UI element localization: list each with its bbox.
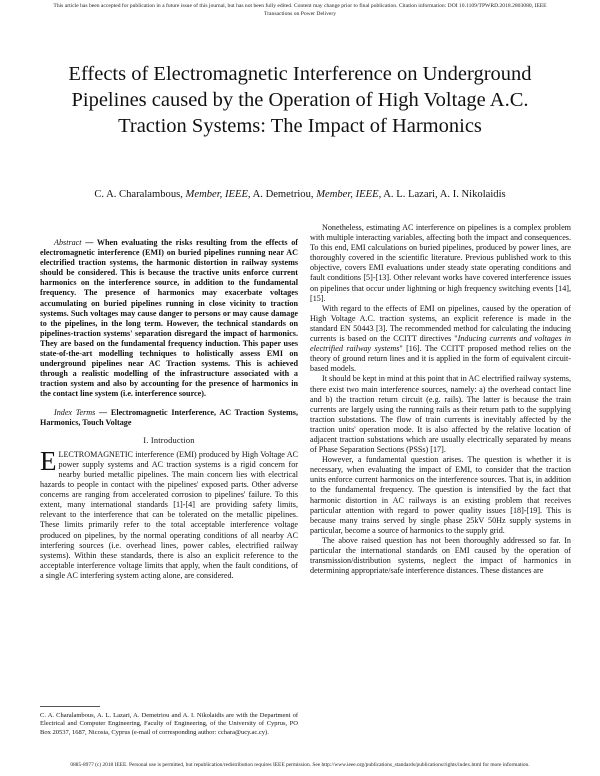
- paragraph-2: [310, 304, 571, 375]
- banner-line-2: Transactions on Power Delivery: [263, 11, 337, 17]
- paper-title: Effects of Electromagnetic Interference on Underground Pipelines caused by the Operation of High Voltage A.C. Traction Systems: The Impact of Harmonics: [68, 63, 532, 137]
- author-list: [30, 188, 570, 201]
- section-heading-introduction: I. Introduction: [143, 435, 195, 445]
- paragraph-4: However, a fundamental question arises. The question is whether it is necessary, when evaluating the impact of EMI, to consider that the traction units enforce current harmonics on the interference sources. That is, in addition to the fundamental frequency. The question is intensified by the fact that harmonic distortion in AC railways is an existing problem that receives particular attention with regard to power quality issues [18]-[19]. This is because many trains served by single phase 25kV 50Hz supply systems in particular, become a source of harmonics to the supply grid.: [310, 455, 571, 535]
- paragraph-1: Nonetheless, estimating AC interference on pipelines is a complex problem with multiple interacting variables, affecting both the impact and consequences. To this end, EMI calculations on buried pipelines, produced by power lines, are thoroughly covered in the scientific literature. Previous published work to this objective, covers EMI evaluations under steady state operating conditions and fault conditions [5]-[13]. Other relevant works have covered interference issues on pipelines that occur under lightning or high frequency switching events [14], [15].: [310, 223, 571, 303]
- left-column: [40, 238, 298, 581]
- abstract-lead: Abstract: [54, 238, 82, 247]
- paragraph-2-c: " [16]. The CCITT proposed method relies on the theory of ground return lines and it is applied in the form of equivalent circuit-based models.: [310, 344, 571, 374]
- right-column: [310, 223, 571, 576]
- author-2-role: Member, IEEE: [316, 189, 379, 200]
- banner-line-1: This article has been accepted for publication in a future issue of this journal, but has not been fully edited. Content may change prior to final publication. Citation information: DOI 10.1109/TPWRD.2018.2803080, IEEE: [53, 3, 547, 9]
- author-1: C. A. Charalambous,: [94, 189, 186, 200]
- intro-text: LECTROMAGNETIC interference (EMI) produced by High Voltage AC power supply systems and AC traction systems is a rigid concern for nearby buried metallic pipelines. The main concern lies with electrical hazards to people in contact with the pipelines' exposed parts. Other adverse concerns are ranging from accelerated corrosion to pipelines' failure. To this extent, many international standards [1]-[4] are providing safety limits, relevant to the interference that can be tolerated on the metallic pipelines. These limits primarily refer to the total acceptable interference voltage produced on pipelines, by the normal operating conditions of all nearby AC interfering sources (i.e. overhead lines, power cables, electrified railway systems). Within these standards, there is also an explicit reference to the acceptable interference voltage limits that apply, when the fault conditions, of a single AC interfering system acting alone, are considered.: [40, 449, 298, 580]
- author-footnote: C. A. Charalambous, A. L. Lazari, A. Demetriou and A. I. Nikolaidis are with the Department of Electrical and Computer Engineering, Faculty of Engineering, of the University of Cyprus, PO Box 20537, 1687, Nicosia, Cyprus (e-mail of corresponding author: cchara@ucy.ac.cy).: [40, 712, 298, 736]
- drop-cap: E: [40, 445, 57, 476]
- author-1-role: Member, IEEE: [185, 189, 248, 200]
- paragraph-2-a: With regard to the effects of EMI on pipelines, caused by the operation of High Voltage A.C. traction systems, an explicit reference is made in the standard EN 50443 [3]. The recommended method for calculating the inducing currents is based on the CCITT directives ": [310, 303, 571, 344]
- paragraph-2-quote: Inducing currents and voltages in electrified railway systems: [310, 334, 571, 354]
- paragraph-3: It should be kept in mind at this point that in AC electrified railway systems, there exist two main interference sources, namely: a) the overhead contact line and b) the traction return circuit (e.g. rails). The latter is because the train currents are largely using the running rails as their return path to the supplying traction substations. The flow of train currents is inevitably affected by the traction units' operation mode. It is also affected by the relative location of adjacent traction substations which are usually electrically separated by means of Phase Separation Sections (PSSs) [17].: [310, 374, 571, 455]
- intro-paragraph: [40, 445, 298, 581]
- top-banner: [16, 2, 584, 18]
- author-2: , A. Demetriou,: [247, 189, 317, 200]
- abstract: [40, 238, 298, 400]
- footnote-divider: [40, 706, 100, 707]
- abstract-text: — When evaluating the risks resulting from the effects of electromagnetic interference (EMI) on buried pipelines running near AC electrified traction systems, the harmonic distortion in railway systems should be considered. This is because the tractive units enforce current harmonics on the interference source, in addition to the fundamental frequency. The presence of harmonics may exacerbate voltages accumulating on buried pipelines running in close vicinity to traction systems. Such voltages may cause danger to persons or may cause damage to the pipelines, in the long term. However, the technical standards on pipelines-traction systems' separation disregard the impact of harmonics. They are based on the fundamental frequency induction. This paper uses state-of-the-art modelling techniques to holistically assess EMI on underground pipelines near AC Traction systems. This is achieved through a realistic modelling of the infrastructure associated with a traction system and also by accounting for the presence of harmonics in the contact line system (i.e. interference source).: [40, 238, 298, 399]
- index-terms-lead: Index Terms: [54, 407, 96, 417]
- paragraph-5: The above raised question has not been thoroughly addressed so far. In particular the international standards on EMI caused by the operation of transmission/distribution systems, neglect the impact of harmonics in determining appropriate/safe interference distances. These distances are: [310, 535, 571, 576]
- author-3-4: , A. L. Lazari, A. I. Nikolaidis: [378, 189, 506, 200]
- index-terms: [40, 408, 298, 428]
- index-terms-text: — Electromagnetic Interference, AC Traction Systems, Harmonics, Touch Voltage: [40, 407, 299, 427]
- copyright-footer: 0885-8977 (c) 2018 IEEE. Personal use is permitted, but republication/redistribution requires IEEE permission. See http://www.ieee.org/publications_standards/publications/rights/index.html for more information.: [70, 762, 530, 768]
